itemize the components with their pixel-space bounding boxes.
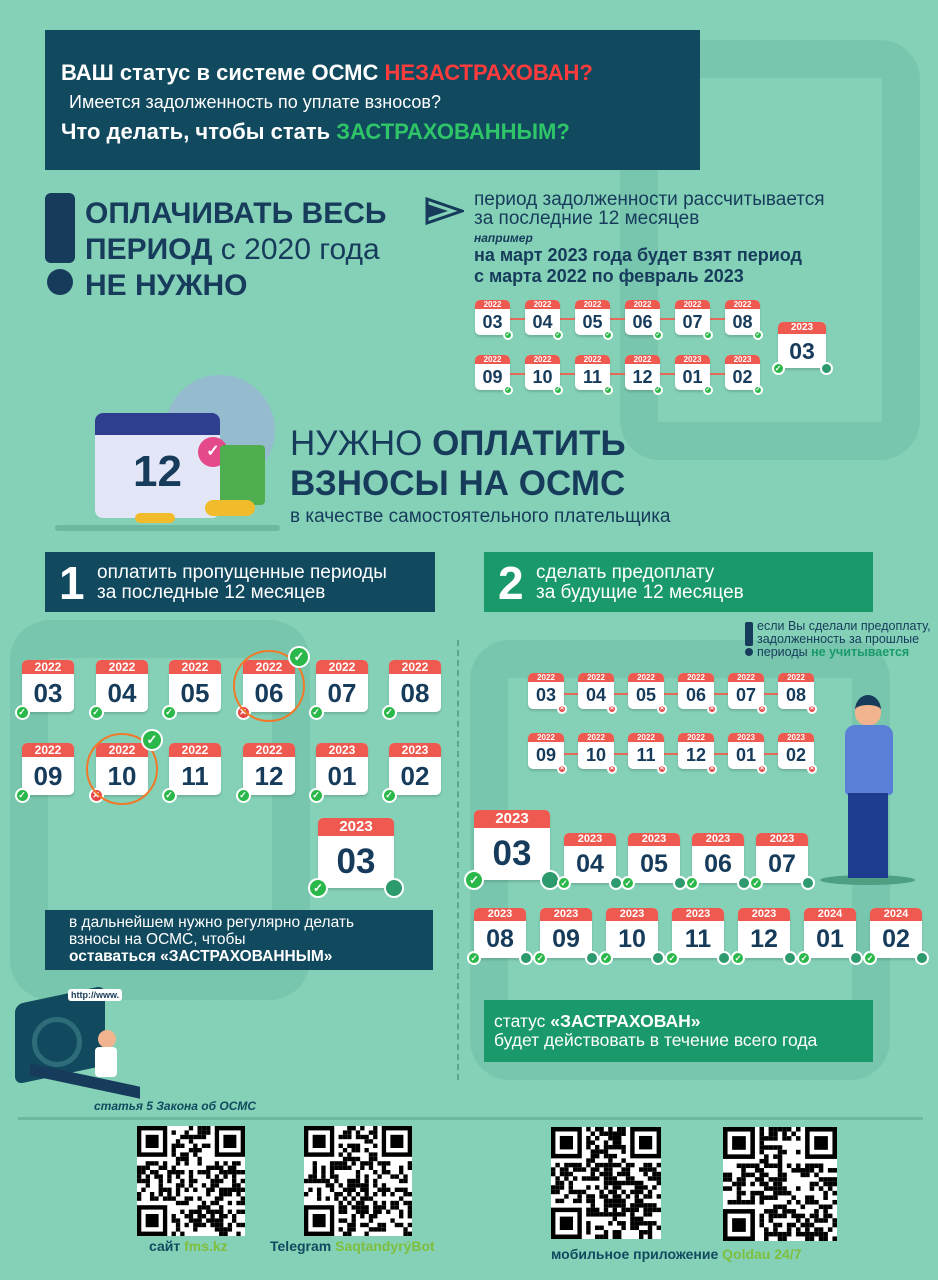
check-icon: ✓ — [557, 876, 571, 890]
check-icon: ✓ — [772, 362, 785, 375]
qr-code-website[interactable] — [137, 1126, 245, 1236]
calendar-year: 2023 — [675, 355, 710, 364]
leaf-logo-icon — [820, 362, 833, 375]
calendar-2023-04 — [564, 833, 616, 883]
check-icon: ✓ — [599, 951, 613, 965]
calendar-year: 2023 — [728, 733, 764, 742]
calendar-month: 02 — [400, 761, 430, 791]
connector-line — [509, 318, 525, 320]
calendar-month: 01 — [327, 761, 357, 791]
calendar-month: 08 — [486, 925, 514, 953]
calendar-year: 2022 — [575, 355, 610, 364]
connector-line — [609, 318, 625, 320]
check-icon: ✓ — [753, 330, 763, 340]
option-2-line2: за будущие 12 месяцев — [536, 582, 744, 603]
calendar-year: 2022 — [525, 300, 560, 309]
leaf-logo-icon — [519, 951, 533, 965]
calendar-month: 07 — [735, 685, 757, 705]
cross-icon: ✕ — [557, 704, 567, 714]
need-line3: в качестве самостоятельного плательщика — [290, 506, 671, 527]
example-line2: с марта 2022 по февраль 2023 — [474, 266, 744, 286]
calendar-month: 06 — [704, 850, 732, 878]
law-reference: статья 5 Закона об ОСМС — [94, 1099, 257, 1113]
app-link[interactable] — [551, 1246, 801, 1262]
calendar-2022-04 — [578, 673, 614, 709]
connector-line — [563, 753, 578, 755]
calendar-month: 12 — [685, 745, 707, 765]
calendar-month: 11 — [582, 367, 603, 387]
cross-icon: ✕ — [607, 704, 617, 714]
check-icon: ✓ — [467, 951, 481, 965]
example-label: например — [474, 231, 533, 245]
cross-icon: ✕ — [557, 764, 567, 774]
check-icon: ✓ — [308, 878, 328, 898]
calendar-month: 02 — [882, 925, 910, 953]
connector-line — [613, 753, 628, 755]
calendar-year: 2022 — [22, 743, 74, 757]
calendar-year: 2023 — [692, 833, 744, 846]
calendar-year: 2022 — [628, 673, 664, 682]
website-link[interactable] — [149, 1238, 228, 1254]
link-prefix: сайт — [149, 1238, 185, 1254]
calendar-month: 11 — [636, 745, 656, 765]
calendar-year: 2022 — [22, 660, 74, 674]
calendar-month: 02 — [785, 745, 807, 765]
option-1-line1: оплатить пропущенные периоды — [97, 562, 387, 583]
calendar-2023-06 — [692, 833, 744, 883]
prepay-note — [757, 620, 931, 659]
check-icon: ✓ — [89, 705, 104, 720]
calendar-year: 2022 — [578, 673, 614, 682]
calendar-2022-03 — [528, 673, 564, 709]
cross-icon: ✕ — [707, 764, 717, 774]
title-line3: Что делать, чтобы стать — [61, 119, 337, 144]
calendar-2022-08 — [778, 673, 814, 709]
calendar-2023-03 — [474, 810, 550, 880]
calendar-month: 10 — [618, 925, 646, 953]
note-line2: задолженность за прошлые — [757, 632, 920, 646]
calendar-month: 09 — [552, 925, 580, 953]
connector-line — [663, 693, 678, 695]
calendar-month: 11 — [684, 925, 712, 953]
calendar-year: 2024 — [804, 908, 856, 921]
calendar-2023-09 — [540, 908, 592, 958]
calendar-year: 2023 — [778, 733, 814, 742]
title-line2: Имеется задолженность по уплате взносов? — [69, 92, 442, 112]
check-icon: ✓ — [753, 385, 763, 395]
calendar-2022-04 — [96, 660, 148, 712]
calendar-2022-03 — [22, 660, 74, 712]
check-icon: ✓ — [382, 788, 397, 803]
link-value: SaqtandyrýBot — [335, 1238, 435, 1254]
calendar-2022-05 — [169, 660, 221, 712]
check-icon: ✓ — [309, 788, 324, 803]
calendar-month: 03 — [336, 842, 376, 881]
telegram-link[interactable] — [270, 1238, 435, 1254]
check-icon: ✓ — [198, 437, 228, 467]
calendar-month: 04 — [107, 678, 137, 708]
calendar-month: 06 — [254, 678, 284, 708]
connector-line — [613, 693, 628, 695]
connector-line — [659, 373, 675, 375]
status-line1b: «ЗАСТРАХОВАН» — [550, 1011, 701, 1031]
calendar-year: 2023 — [672, 908, 724, 921]
calendar-month: 04 — [585, 685, 607, 705]
connector-line — [763, 693, 778, 695]
check-icon: ✓ — [533, 951, 547, 965]
check-icon: ✓ — [15, 705, 30, 720]
calendar-2023-11 — [672, 908, 724, 958]
connector-line — [609, 373, 625, 375]
check-icon: ✓ — [749, 876, 763, 890]
calendar-2022-08 — [389, 660, 441, 712]
calendar-year: 2022 — [96, 660, 148, 674]
calendar-year: 2022 — [728, 673, 764, 682]
calendar-year: 2022 — [628, 733, 664, 742]
qr-code-app-1[interactable] — [551, 1127, 661, 1239]
calendar-month: 09 — [33, 761, 63, 791]
calendar-year: 2022 — [389, 660, 441, 674]
check-icon: ✓ — [503, 330, 513, 340]
calendar-year: 2022 — [528, 673, 564, 682]
check-icon: ✓ — [653, 385, 663, 395]
calendar-year: 2023 — [318, 818, 394, 836]
regular-line3: оставаться «ЗАСТРАХОВАННЫМ» — [69, 948, 333, 965]
calendar-year: 2022 — [243, 660, 295, 674]
laptop-illustration — [10, 975, 150, 1100]
cross-icon: ✕ — [707, 704, 717, 714]
divider-vertical — [457, 640, 459, 1080]
cross-icon: ✕ — [657, 704, 667, 714]
calendar-year: 2023 — [540, 908, 592, 921]
check-icon: ✓ — [621, 876, 635, 890]
calendar-month: 02 — [732, 367, 753, 387]
check-icon: ✓ — [603, 330, 613, 340]
connector-line — [713, 693, 728, 695]
option-2-number: 2 — [498, 557, 524, 609]
calendar-year: 2022 — [475, 355, 510, 364]
calendar-year: 2022 — [725, 300, 760, 309]
person-illustration — [820, 695, 915, 890]
check-icon: ✓ — [288, 646, 310, 668]
check-icon: ✓ — [382, 705, 397, 720]
option-1-box — [45, 552, 435, 612]
calendar-2022-07 — [316, 660, 368, 712]
calendar-month: 09 — [535, 745, 557, 765]
calendar-illustration — [55, 375, 280, 530]
link-value: fms.kz — [184, 1238, 228, 1254]
calendar-month: 01 — [682, 367, 703, 387]
calendar-month: 06 — [685, 685, 707, 705]
period-line2: за последние 12 месяцев — [474, 208, 700, 229]
connector-line — [559, 373, 575, 375]
need-line1a: НУЖНО — [290, 424, 433, 463]
calendar-2022-11 — [628, 733, 664, 769]
calendar-month: 03 — [482, 312, 503, 332]
calendar-year: 2022 — [525, 355, 560, 364]
calendar-month: 12 — [750, 925, 778, 953]
insured-label: ЗАСТРАХОВАННЫМ? — [336, 119, 570, 144]
small-exclamation-icon — [745, 622, 753, 656]
leaf-logo-icon — [915, 951, 929, 965]
calendar-2023-05 — [628, 833, 680, 883]
connector-line — [559, 318, 575, 320]
calendar-month: 04 — [576, 850, 604, 878]
calendar-year: 2023 — [628, 833, 680, 846]
note-line3b: не учитывается — [811, 645, 910, 659]
calendar-year: 2022 — [578, 733, 614, 742]
calendar-year: 2022 — [778, 673, 814, 682]
calendar-year: 2022 — [678, 673, 714, 682]
status-box — [484, 1000, 873, 1062]
no-need-line2b: с 2020 года — [212, 233, 380, 266]
connector-line — [659, 318, 675, 320]
calendar-month: 01 — [735, 745, 757, 765]
leaf-logo-icon — [783, 951, 797, 965]
check-icon: ✓ — [731, 951, 745, 965]
calendar-2024-01 — [804, 908, 856, 958]
calendar-year: 2023 — [738, 908, 790, 921]
calendar-month: 11 — [181, 761, 209, 791]
calendar-year: 2022 — [169, 743, 221, 757]
calendar-month: 07 — [682, 312, 703, 332]
calendar-year: 2023 — [389, 743, 441, 757]
calendar-month: 08 — [785, 685, 807, 705]
note-line1: если Вы сделали предоплату, — [757, 619, 931, 633]
calendar-month: 05 — [640, 850, 668, 878]
calendar-2023-03 — [318, 818, 394, 888]
calendar-month: 01 — [816, 925, 844, 953]
calendar-year: 2022 — [475, 300, 510, 309]
regular-line2: взносы на ОСМС, чтобы — [69, 931, 246, 948]
period-line1: период задолженности рассчитывается — [474, 189, 825, 210]
calendar-month: 07 — [327, 678, 357, 708]
option-2-box — [484, 552, 873, 612]
calendar-year: 2023 — [778, 322, 826, 334]
calendar-year: 2022 — [625, 300, 660, 309]
calendar-2022-09 — [22, 743, 74, 795]
calendar-month: 06 — [632, 312, 653, 332]
calendar-month: 10 — [585, 745, 607, 765]
check-icon: ✓ — [703, 330, 713, 340]
calendar-month: 03 — [535, 685, 557, 705]
calendar-month: 03 — [33, 678, 63, 708]
leaf-logo-icon — [384, 878, 404, 898]
check-icon: ✓ — [162, 705, 177, 720]
check-icon: ✓ — [503, 385, 513, 395]
calendar-2022-06 — [678, 673, 714, 709]
calendar-month: 03 — [492, 834, 532, 873]
option-1-number: 1 — [59, 557, 85, 609]
cross-icon: ✕ — [757, 704, 767, 714]
calendar-2023-07 — [756, 833, 808, 883]
calendar-year: 2023 — [756, 833, 808, 846]
calendar-2023-02 — [778, 733, 814, 769]
option-2-line1: сделать предоплату — [536, 562, 715, 583]
cross-icon: ✕ — [757, 764, 767, 774]
calendar-year: 2023 — [606, 908, 658, 921]
calendar-year: 2023 — [725, 355, 760, 364]
check-icon: ✓ — [15, 788, 30, 803]
no-need-line1: ОПЛАЧИВАТЬ ВЕСЬ — [85, 197, 387, 230]
connector-line — [709, 373, 725, 375]
calendar-2023-12 — [738, 908, 790, 958]
calendar-2024-02 — [870, 908, 922, 958]
calendar-month: 08 — [400, 678, 430, 708]
example-line1: на март 2023 года будет взят период — [474, 245, 802, 265]
no-need-line3: НЕ НУЖНО — [85, 269, 248, 302]
note-line3a: периоды — [757, 645, 812, 659]
check-icon: ✓ — [553, 330, 563, 340]
calendar-2023-10 — [606, 908, 658, 958]
calendar-year: 2023 — [474, 810, 550, 828]
connector-line — [563, 693, 578, 695]
need-to-pay-heading — [290, 424, 671, 528]
calendar-month: 05 — [582, 312, 603, 332]
calendar-year: 2022 — [528, 733, 564, 742]
cross-icon: ✕ — [807, 764, 817, 774]
calendar-2023-02 — [389, 743, 441, 795]
calendar-month: 12 — [254, 761, 284, 791]
calendar-2023-01 — [316, 743, 368, 795]
need-line1b: ОПЛАТИТЬ — [432, 424, 626, 463]
leaf-logo-icon — [651, 951, 665, 965]
connector-line — [763, 753, 778, 755]
cross-icon: ✕ — [236, 705, 251, 720]
connector-line — [713, 753, 728, 755]
calendar-year: 2022 — [625, 355, 660, 364]
no-need-text — [85, 196, 386, 304]
calendar-year: 2023 — [316, 743, 368, 757]
check-icon: ✓ — [665, 951, 679, 965]
calendar-2023-03 — [778, 322, 826, 368]
calendar-2022-12 — [678, 733, 714, 769]
calendar-year: 2022 — [243, 743, 295, 757]
cross-icon: ✕ — [607, 764, 617, 774]
calendar-year: 2022 — [575, 300, 610, 309]
calendar-2023-01 — [728, 733, 764, 769]
calendar-month: 05 — [180, 678, 210, 708]
check-icon: ✓ — [141, 729, 163, 751]
option-1-line2: за последные 12 месяцев — [97, 582, 326, 603]
exclamation-icon — [45, 193, 75, 297]
connector-line — [663, 753, 678, 755]
play-arrow-icon — [424, 194, 464, 228]
qr-code-telegram[interactable] — [304, 1126, 412, 1236]
link-prefix: мобильное приложение — [551, 1246, 723, 1262]
calendar-month: 07 — [768, 850, 796, 878]
check-icon: ✓ — [309, 705, 324, 720]
calendar-year: 2023 — [474, 908, 526, 921]
calendar-year: 2022 — [316, 660, 368, 674]
cross-icon: ✕ — [657, 764, 667, 774]
calendar-year: 2022 — [96, 743, 148, 757]
no-need-line2a: ПЕРИОД — [85, 233, 213, 266]
calendar-year: 2022 — [678, 733, 714, 742]
cross-icon: ✕ — [89, 788, 104, 803]
link-prefix: Telegram — [270, 1238, 336, 1254]
calendar-2023-08 — [474, 908, 526, 958]
calendar-year: 2022 — [169, 660, 221, 674]
check-icon: ✓ — [653, 330, 663, 340]
status-line1a: статус — [494, 1011, 551, 1031]
calendar-month: 03 — [789, 338, 815, 364]
calendar-month: 12 — [632, 367, 653, 387]
title-box — [45, 30, 700, 170]
check-icon: ✓ — [236, 788, 251, 803]
leaf-logo-icon — [585, 951, 599, 965]
calendar-2022-10 — [578, 733, 614, 769]
check-icon: ✓ — [553, 385, 563, 395]
calendar-year: 2023 — [564, 833, 616, 846]
laptop-url: http://www. — [68, 989, 122, 1001]
leaf-logo-icon — [717, 951, 731, 965]
regular-line1: в дальнейшем нужно регулярно делать — [69, 914, 355, 931]
check-icon: ✓ — [603, 385, 613, 395]
leaf-logo-icon — [849, 951, 863, 965]
status-line2: будет действовать в течение всего года — [494, 1030, 818, 1050]
calendar-year: 2024 — [870, 908, 922, 921]
cross-icon: ✕ — [807, 704, 817, 714]
calendar-month: 05 — [635, 685, 657, 705]
calendar-month: 04 — [532, 312, 553, 332]
regular-payments-box — [45, 910, 433, 970]
check-icon: ✓ — [863, 951, 877, 965]
calendar-2022-12 — [243, 743, 295, 795]
connector-line — [509, 373, 525, 375]
period-text — [474, 190, 825, 287]
calendar-month: 10 — [107, 761, 137, 791]
check-icon: ✓ — [685, 876, 699, 890]
title-line1: ВАШ статус в системе ОСМС — [61, 60, 385, 85]
check-icon: ✓ — [162, 788, 177, 803]
calendar-year: 2022 — [675, 300, 710, 309]
connector-line — [709, 318, 725, 320]
leaf-logo-icon — [801, 876, 815, 890]
check-icon: ✓ — [797, 951, 811, 965]
need-line2: ВЗНОСЫ НА ОСМС — [290, 464, 626, 503]
calendar-number: 12 — [133, 447, 182, 496]
check-icon: ✓ — [703, 385, 713, 395]
check-icon: ✓ — [464, 870, 484, 890]
calendar-2022-07 — [728, 673, 764, 709]
calendar-month: 08 — [732, 312, 753, 332]
calendar-month: 09 — [482, 367, 503, 387]
calendar-2022-05 — [628, 673, 664, 709]
calendar-2022-09 — [528, 733, 564, 769]
calendar-2022-11 — [169, 743, 221, 795]
qr-code-app-2[interactable] — [723, 1127, 837, 1241]
calendar-month: 10 — [532, 367, 553, 387]
uninsured-label: НЕЗАСТРАХОВАН? — [384, 60, 593, 85]
link-value: Qoldau 24/7 — [722, 1246, 802, 1262]
divider-horizontal — [18, 1117, 923, 1120]
